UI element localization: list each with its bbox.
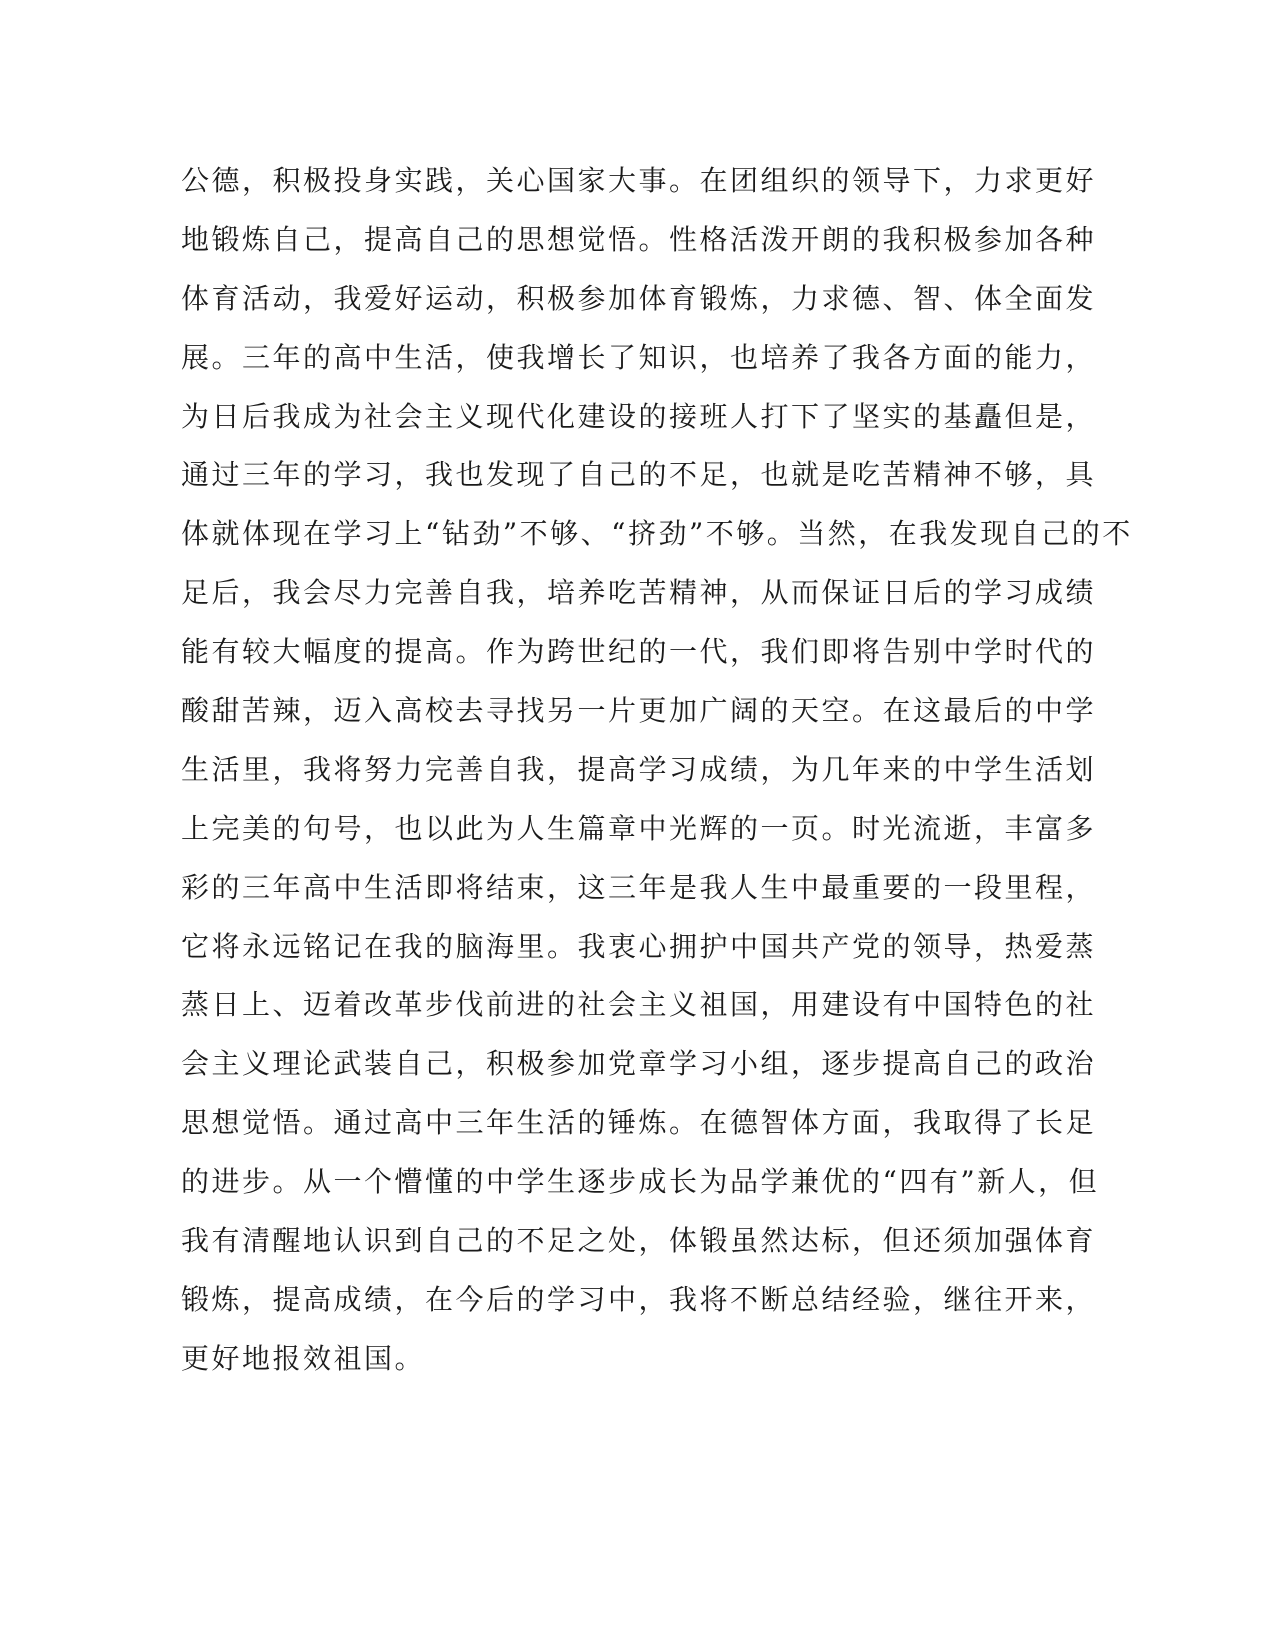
text-line: 展。三年的高中生活，使我增长了知识，也培养了我各方面的能力， (181, 340, 1097, 374)
text-line: 足后，我会尽力完善自我，培养吃苦精神，从而保证日后的学习成绩 (181, 576, 1097, 610)
text-line: 它将永远铭记在我的脑海里。我衷心拥护中国共产党的领导，热爱蒸 (181, 929, 1097, 963)
text-line: 生活里，我将努力完善自我，提高学习成绩，为几年来的中学生活划 (181, 752, 1097, 786)
text-line: 蒸日上、迈着改革步伐前进的社会主义祖国，用建设有中国特色的社 (181, 988, 1097, 1022)
text-line: 能有较大幅度的提高。作为跨世纪的一代，我们即将告别中学时代的 (181, 635, 1097, 669)
body-text (181, 152, 1133, 1389)
text-line: 会主义理论武装自己，积极参加党章学习小组，逐步提高自己的政治 (181, 1047, 1097, 1081)
text-line: 思想觉悟。通过高中三年生活的锤炼。在德智体方面，我取得了长足 (181, 1106, 1097, 1140)
text-line: 更好地报效祖国。 (181, 1341, 426, 1375)
text-line: 我有清醒地认识到自己的不足之处，体锻虽然达标，但还须加强体育 (181, 1224, 1097, 1258)
text-line: 锻炼，提高成绩，在今后的学习中，我将不断总结经验，继往开来， (181, 1282, 1097, 1316)
text-line: 的进步。从一个懵懂的中学生逐步成长为品学兼优的“四有”新人，但 (181, 1165, 1100, 1199)
text-line: 地锻炼自己，提高自己的思想觉悟。性格活泼开朗的我积极参加各种 (181, 222, 1097, 256)
text-line: 公德，积极投身实践，关心国家大事。在团组织的领导下，力求更好 (181, 164, 1097, 197)
text-line: 体育活动，我爱好运动，积极参加体育锻炼，力求德、智、体全面发 (181, 281, 1097, 315)
text-line: 彩的三年高中生活即将结束，这三年是我人生中最重要的一段里程， (181, 870, 1097, 904)
text-line: 体就体现在学习上“钻劲”不够、“挤劲”不够。当然，在我发现自己的不 (181, 517, 1133, 551)
text-line: 酸甜苦辣，迈入高校去寻找另一片更加广阔的天空。在这最后的中学 (181, 694, 1097, 728)
text-line: 为日后我成为社会主义现代化建设的接班人打下了坚实的基矗但是， (181, 399, 1097, 433)
text-line: 上完美的句号，也以此为人生篇章中光辉的一页。时光流逝，丰富多 (181, 811, 1097, 845)
text-line: 通过三年的学习，我也发现了自己的不足，也就是吃苦精神不够，具 (181, 458, 1097, 492)
